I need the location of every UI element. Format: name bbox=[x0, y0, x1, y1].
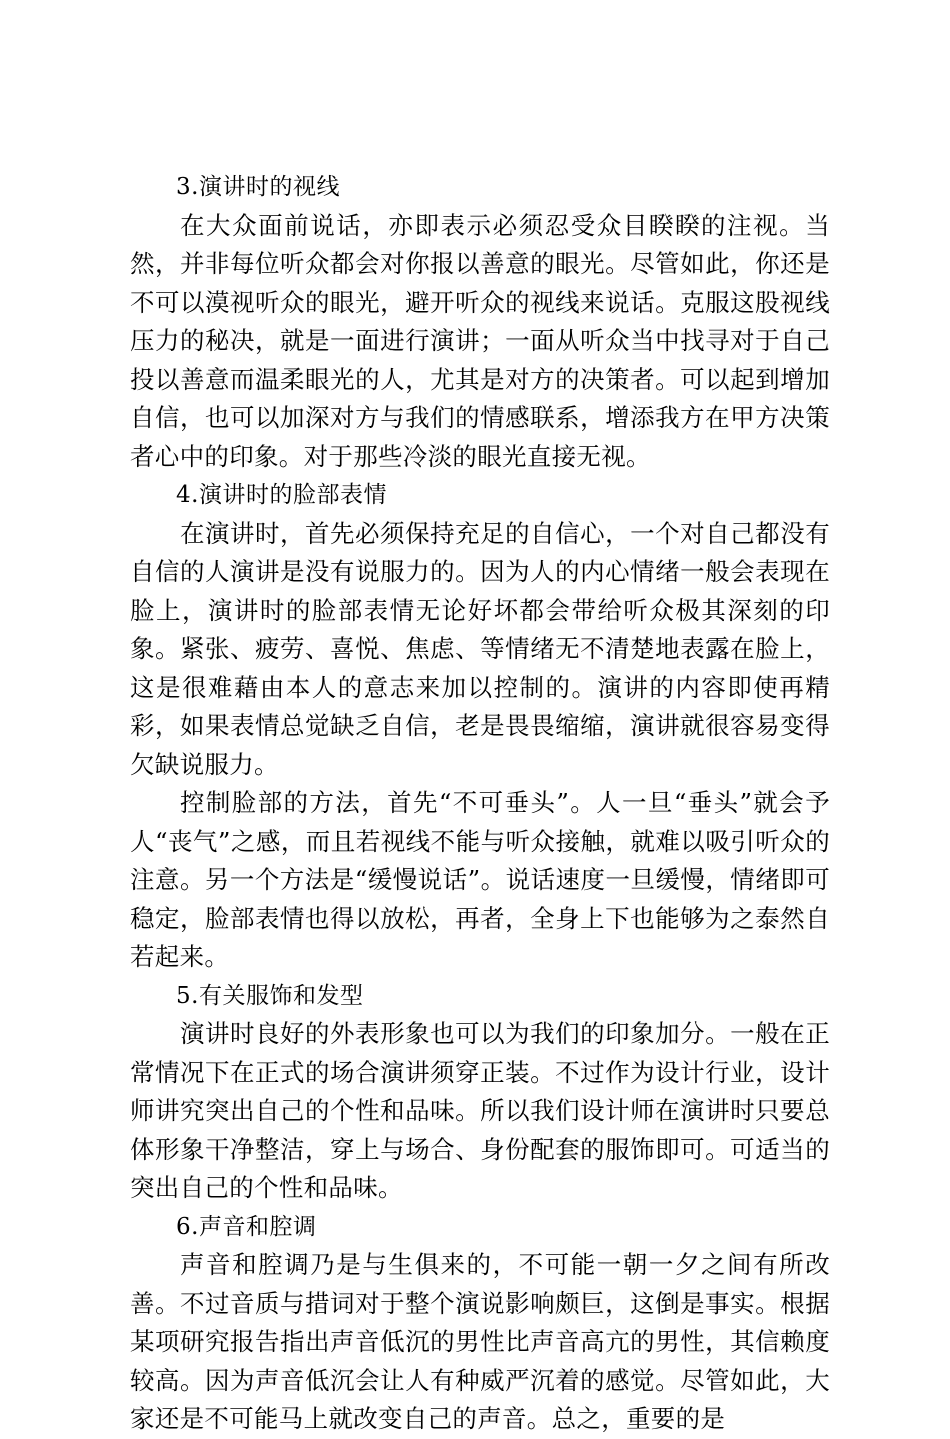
section-heading: 4.演讲时的脸部表情 bbox=[176, 482, 387, 508]
section-paragraph: 演讲时良好的外表形象也可以为我们的印象加分。一般在正常情况下在正式的场合演讲须穿正装。不过作为设计行业，设计师讲究突出自己的个性和品味。所以我们设计师在演讲时只要总体形象干净整洁，穿上与场合、身份配套的服饰即可。可适当的突出自己的个性和品味。 bbox=[130, 1019, 830, 1202]
section-paragraph: 在大众面前说话，亦即表示必须忍受众目睽睽的注视。当然，并非每位听众都会对你报以善意的眼光。尽管如此，你还是不可以漠视听众的眼光，避开听众的视线来说话。克服这股视线压力的秘决，就是一面进行演讲；一面从听众当中找寻对于自己投以善意而温柔眼光的人，尤其是对方的决策者。可以起到增加自信，也可以加深对方与我们的情感联系，增添我方在甲方决策者心中的印象。对于那些冷淡的眼光直接无视。 bbox=[130, 210, 830, 471]
document-page bbox=[130, 168, 830, 1439]
section-heading: 6.声音和腔调 bbox=[176, 1213, 317, 1240]
section-paragraph: 声音和腔调乃是与生俱来的，不可能一朝一夕之间有所改善。不过音质与措词对于整个演说影响颇巨，这倒是事实。根据某项研究报告指出声音低沉的男性比声音高亢的男性，其信赖度较高。因为声音低沉会让人有种威严沉着的感觉。尽管如此，大家还是不可能马上就改变自己的声音。总之，重要的是 bbox=[130, 1250, 830, 1433]
section-heading: 3.演讲时的视线 bbox=[176, 174, 340, 200]
section-heading: 5.有关服饰和发型 bbox=[176, 982, 364, 1009]
section-paragraph: 在演讲时，首先必须保持充足的自信心，一个对自己都没有自信的人演讲是没有说服力的。因为人的内心情绪一般会表现在脸上，演讲时的脸部表情无论好坏都会带给听众极其深刻的印象。紧张、疲劳、喜悦、焦虑、等情绪无不清楚地表露在脸上，这是很难藉由本人的意志来加以控制的。演讲的内容即使再精彩，如果表情总觉缺乏自信，老是畏畏缩缩，演讲就很容易变得欠缺说服力。 bbox=[130, 518, 830, 779]
section-paragraph: 控制脸部的方法，首先“不可垂头”。人一旦“垂头”就会予人“丧气”之感，而且若视线不能与听众接触，就难以吸引听众的注意。另一个方法是“缓慢说话”。说话速度一旦缓慢，情绪即可稳定，脸部表情也得以放松，再者，全身上下也能够为之泰然自若起来。 bbox=[130, 788, 830, 971]
